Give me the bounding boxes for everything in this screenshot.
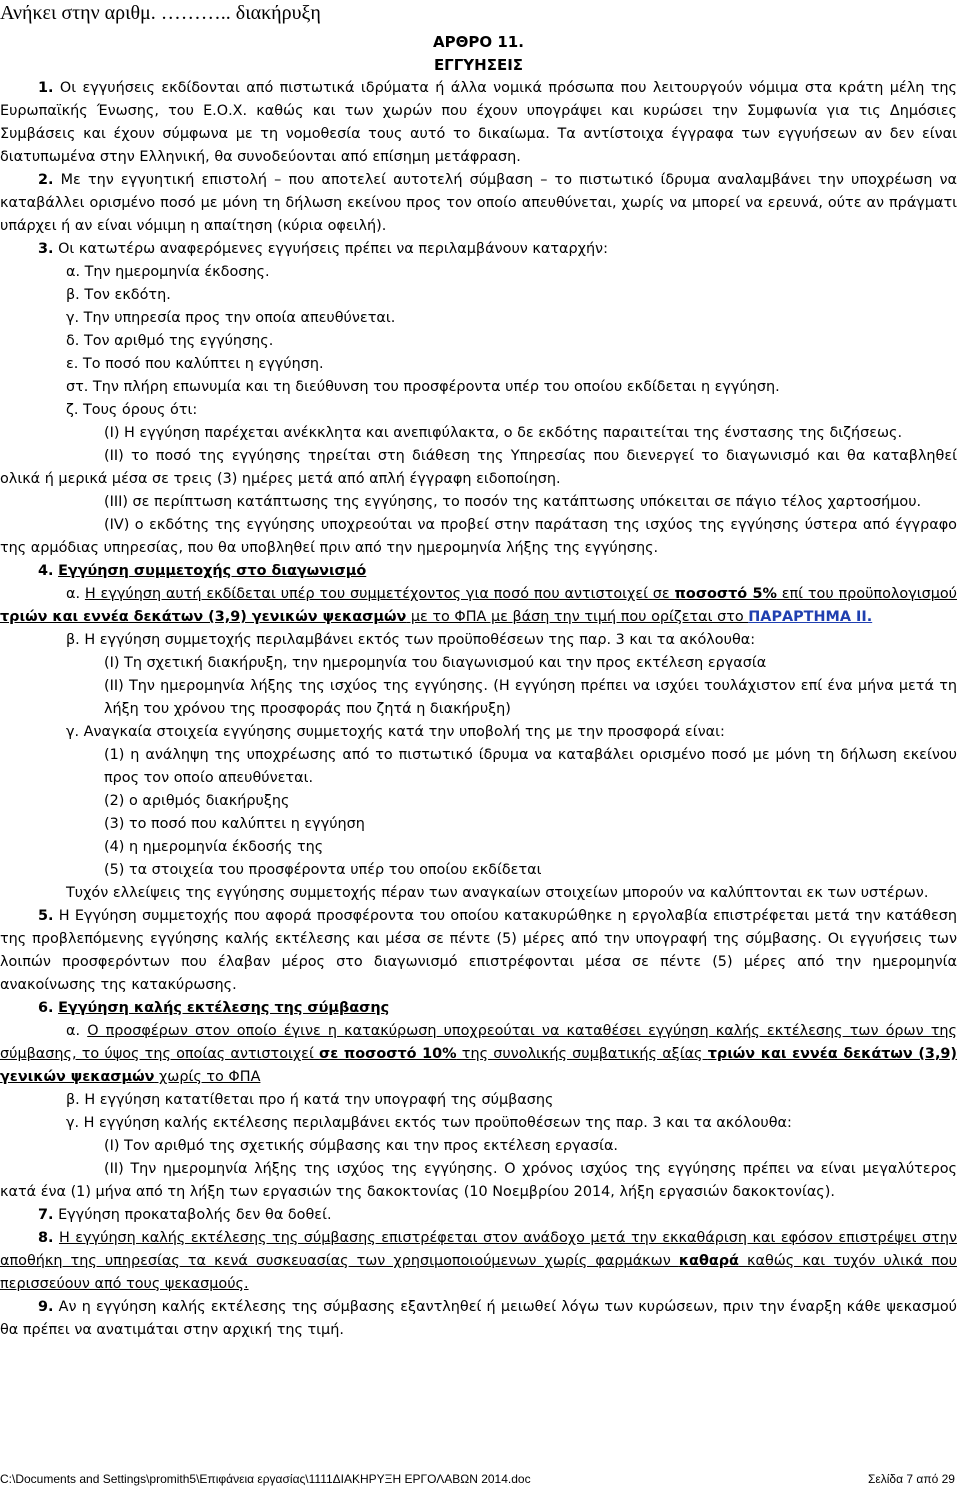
paragraph-3 <box>0 238 957 261</box>
paragraph-4-num: 4. <box>38 563 54 579</box>
list-item: δ. Τον αριθμό της εγγύησης. <box>66 333 274 349</box>
paragraph-2-num: 2. <box>38 172 54 188</box>
paragraph-4a-text: με το ΦΠΑ με βάση την τιμή που ορίζεται στο <box>406 609 749 625</box>
paragraph-7 <box>0 1204 957 1227</box>
paragraph-4a <box>0 583 957 629</box>
paragraph-1-num: 1. <box>38 80 54 96</box>
paragraph-6a-sprays: τριών και εννέα δεκάτων (3,9) γενικών ψεκασμών <box>0 1046 958 1085</box>
paragraph-4c-closing: Τυχόν ελλείψεις της εγγύησης συμμετοχής πέραν των αναγκαίων στοιχείων μπορούν να καλύπτονται εκ των υστέρων. <box>66 885 929 901</box>
term-item: (ΙΙ) το ποσό της εγγύησης τηρείται στη διάθεση της Υπηρεσίας που διενεργεί το διαγωνισμό και θα καταβληθεί ολικά ή μερικά μέσα σε τρεις (3) ημέρες μετά από απλή έγγραφη ειδοποίηση. <box>0 448 957 487</box>
paragraph-6b: β. Η εγγύηση κατατίθεται προ ή κατά την υπογραφή της σύμβασης <box>66 1092 554 1108</box>
list-item: (ΙΙ) Την ημερομηνία λήξης της ισχύος της εγγύησης. (Η εγγύηση πρέπει να ισχύει τουλάχιστον επί ένα μήνα μετά τη λήξη του χρόνου της προσφοράς που ζητά η διακήρυξη) <box>104 678 957 717</box>
paragraph-8-text: καθώς και τυχόν υλικά που περισσεύουν από τους ψεκασμούς. <box>0 1253 957 1292</box>
paragraph-6-title: Εγγύηση καλής εκτέλεσης της σύμβασης <box>58 1000 390 1016</box>
term-item: (Ι) Η εγγύηση παρέχεται ανέκκλητα και ανεπιφύλακτα, ο δε εκδότης παραιτείται της ένστασης της διζήσεως. <box>104 425 903 441</box>
paragraph-4-title: Εγγύηση συμμετοχής στο διαγωνισμό <box>58 563 367 579</box>
footer-file-path: C:\Documents and Settings\promith5\Επιφάνεια εργασίας\1111ΔΙΑΚΗΡΥΞΗ ΕΡΓΟΛΑΒΩΝ 2014.doc <box>0 1472 531 1486</box>
list-item: (4) η ημερομηνία έκδοσής της <box>104 839 324 855</box>
list-item: στ. Την πλήρη επωνυμία και τη διεύθυνση του προσφέροντα υπέρ του οποίου εκδίδεται η εγγύηση. <box>66 379 780 395</box>
list-item: α. Την ημερομηνία έκδοσης. <box>66 264 270 280</box>
paragraph-6-heading <box>0 997 957 1020</box>
annex-link[interactable]: ΠΑΡΑΡΤΗΜΑ ΙΙ. <box>748 609 873 625</box>
paragraph-4-heading <box>0 560 957 583</box>
paragraph-4b: β. Η εγγύηση συμμετοχής περιλαμβάνει εκτός των προϋποθέσεων της παρ. 3 και τα ακόλουθα: <box>66 632 756 648</box>
paragraph-6a <box>0 1020 957 1089</box>
list-item: β. Τον εκδότη. <box>66 287 171 303</box>
paragraph-6a-text: της συνολικής συμβατικής αξίας <box>456 1046 708 1062</box>
paragraph-5 <box>0 905 957 997</box>
list-item: γ. Την υπηρεσία προς την οποία απευθύνεται. <box>66 310 396 326</box>
term-item: (IV) ο εκδότης της εγγύησης υποχρεούται να προβεί στην παράταση της ισχύος της εγγύησης ύστερα από έγγραφο της αρμόδιας υπηρεσίας, που θα υποβληθεί πριν από την ημερομηνία λήξης της εγγύησης. <box>0 517 957 556</box>
footer-page-number: Σελίδα 7 από 29 <box>868 1472 955 1486</box>
paragraph-1-text: Οι εγγυήσεις εκδίδονται από πιστωτικά ιδρύματα ή άλλα νομικά πρόσωπα που λειτουργούν νόμιμα στα κράτη μέλη της Ευρωπαϊκής Ένωσης, του Ε.Ο.Χ. καθώς και των χωρών που έχουν υπογράψει και κυρώσει την Συμφωνία για τις Δημόσιες Συμβάσεις και έχουν σύμφωνα με τη νομοθεσία τους αυτό το δικαίωμα. Τα αντίστοιχα έγγραφα των εγγυήσεων αν δεν είναι διατυπωμένα στην Ελληνική, θα συνοδεύονται από επίσημη μετάφραση. <box>0 80 957 165</box>
paragraph-3-num: 3. <box>38 241 54 257</box>
paragraph-9 <box>0 1296 957 1342</box>
paragraph-4a-label: α. <box>66 586 85 602</box>
paragraph-4a-text: Η εγγύηση αυτή εκδίδεται υπέρ του συμμετέχοντος για ποσό που αντιστοιχεί σε <box>84 586 675 602</box>
paragraph-6-num: 6. <box>38 1000 54 1016</box>
paragraph-6a-text: χωρίς το ΦΠΑ <box>154 1069 261 1085</box>
header-text: Ανήκει στην αριθμ. ……….. διακήρυξη <box>0 2 321 24</box>
document-body <box>0 31 957 1342</box>
paragraph-6c: γ. Η εγγύηση καλής εκτέλεσης περιλαμβάνει εκτός των προϋποθέσεων της παρ. 3 και τα ακόλουθα: <box>66 1115 792 1131</box>
paragraph-7-num: 7. <box>38 1207 54 1223</box>
paragraph-2-text: Με την εγγυητική επιστολή – που αποτελεί αυτοτελή σύμβαση – το πιστωτικό ίδρυμα αναλαμβάνει την υποχρέωση να καταβάλλει ορισμένο ποσό με μόνη τη δήλωση εκείνου προς τον οποίο απευθύνεται, χωρίς να μπορεί να ερευνά, ούτε αν πράγματι υπάρχει ή αν είναι νόμιμη η απαίτηση (κύρια οφειλή). <box>0 172 957 234</box>
paragraph-6a-label: α. <box>66 1023 88 1039</box>
paragraph-4a-text: επί του προϋπολογισμού <box>776 586 958 602</box>
list-item: ζ. Τους όρους ότι: <box>66 402 198 418</box>
list-item: (Ι) Τον αριθμό της σχετικής σύμβασης και την προς εκτέλεση εργασία. <box>104 1138 619 1154</box>
paragraph-7-text: Εγγύηση προκαταβολής δεν θα δοθεί. <box>58 1207 332 1223</box>
list-item: (ΙΙ) Την ημερομηνία λήξης της ισχύος της εγγύησης. Ο χρόνος ισχύος της εγγύησης πρέπει να είναι μεγαλύτερος κατά ένα (1) μήνα από τη λήξη των εργασιών της δακοκτονίας (10 Νοεμβρίου 2014, λήξη εργασιών δακοκτονίας). <box>0 1161 957 1200</box>
article-subtitle: ΕΓΓΥΗΣΕΙΣ <box>433 56 524 74</box>
list-item: (3) το ποσό που καλύπτει η εγγύηση <box>104 816 365 832</box>
paragraph-9-num: 9. <box>38 1299 54 1315</box>
paragraph-5-text: Η Εγγύηση συμμετοχής που αφορά προσφέροντα του οποίου κατακυρώθηκε η εργολαβία επιστρέφεται μετά την κατάθεση της προβλεπόμενης εγγύησης καλής εκτέλεσης και μέσα σε πέντε (5) μέρες από την υπογραφή της σύμβασης. Οι εγγυήσεις των λοιπών προσφερόντων που έλαβαν μέρος στο διαγωνισμό επιστρέφονται μέσα σε πέντε (5) μέρες από την ημερομηνία ανακοίνωσης της κατακύρωσης. <box>0 908 958 993</box>
paragraph-1 <box>0 77 957 169</box>
list-item: (5) τα στοιχεία του προσφέροντα υπέρ του οποίου εκδίδεται <box>104 862 542 878</box>
article-title: ΑΡΘΡΟ 11. <box>433 33 524 51</box>
paragraph-8-text: Η εγγύηση καλής εκτέλεσης της σύμβασης επιστρέφεται στον ανάδοχο μετά την εκκαθάριση και εφόσον επιστρέψει στην αποθήκη της υπηρεσίας τα κενά συσκευασίας των χρησιμοποιούμενων χωρίς φαρμάκων <box>0 1230 957 1269</box>
paragraph-6a-percent: σε ποσοστό 10% <box>319 1046 457 1062</box>
list-item: ε. Το ποσό που καλύπτει η εγγύηση. <box>66 356 324 372</box>
document-header <box>0 0 321 26</box>
list-item: (1) η ανάληψη της υποχρέωσης από το πιστωτικό ίδρυμα να καταβάλει ορισμένο ποσό με μόνη τη δήλωση εκείνου προς τον οποίο απευθύνεται. <box>104 747 957 786</box>
paragraph-3-text: Οι κατωτέρω αναφερόμενες εγγυήσεις πρέπει να περιλαμβάνουν καταρχήν: <box>58 241 608 257</box>
paragraph-8 <box>0 1227 957 1296</box>
paragraph-4a-sprays: τριών και εννέα δεκάτων (3,9) γενικών ψεκασμών <box>0 609 407 625</box>
paragraph-4a-percent: ποσοστό 5% <box>674 586 777 602</box>
paragraph-6a-text: Ο προσφέρων στον οποίο έγινε η κατακύρωση υποχρεούται να καταθέσει εγγύηση καλής εκτέλεσης των όρων της σύμβασης, το ύψος της οποίας αντιστοιχεί <box>0 1023 957 1062</box>
list-item: (Ι) Τη σχετική διακήρυξη, την ημερομηνία του διαγωνισμού και την προς εκτέλεση εργασία <box>104 655 767 671</box>
paragraph-2 <box>0 169 957 238</box>
list-item: (2) ο αριθμός διακήρυξης <box>104 793 290 809</box>
paragraph-8-clean: καθαρά <box>678 1253 739 1269</box>
paragraph-4c: γ. Αναγκαία στοιχεία εγγύησης συμμετοχής κατά την υποβολή της με την προσφορά είναι: <box>66 724 725 740</box>
paragraph-8-num: 8. <box>38 1230 54 1246</box>
term-item: (ΙΙΙ) σε περίπτωση κατάπτωσης της εγγύησης, το ποσόν της κατάπτωσης υπόκειται σε πάγιο τέλος χαρτοσήμου. <box>104 494 922 510</box>
paragraph-5-num: 5. <box>38 908 54 924</box>
paragraph-9-text: Αν η εγγύηση καλής εκτέλεσης της σύμβασης εξαντληθεί ή μειωθεί λόγω των κυρώσεων, πριν την έναρξη κάθε ψεκασμού θα πρέπει να ανατιμάται στην αρχική της τιμή. <box>0 1299 957 1338</box>
